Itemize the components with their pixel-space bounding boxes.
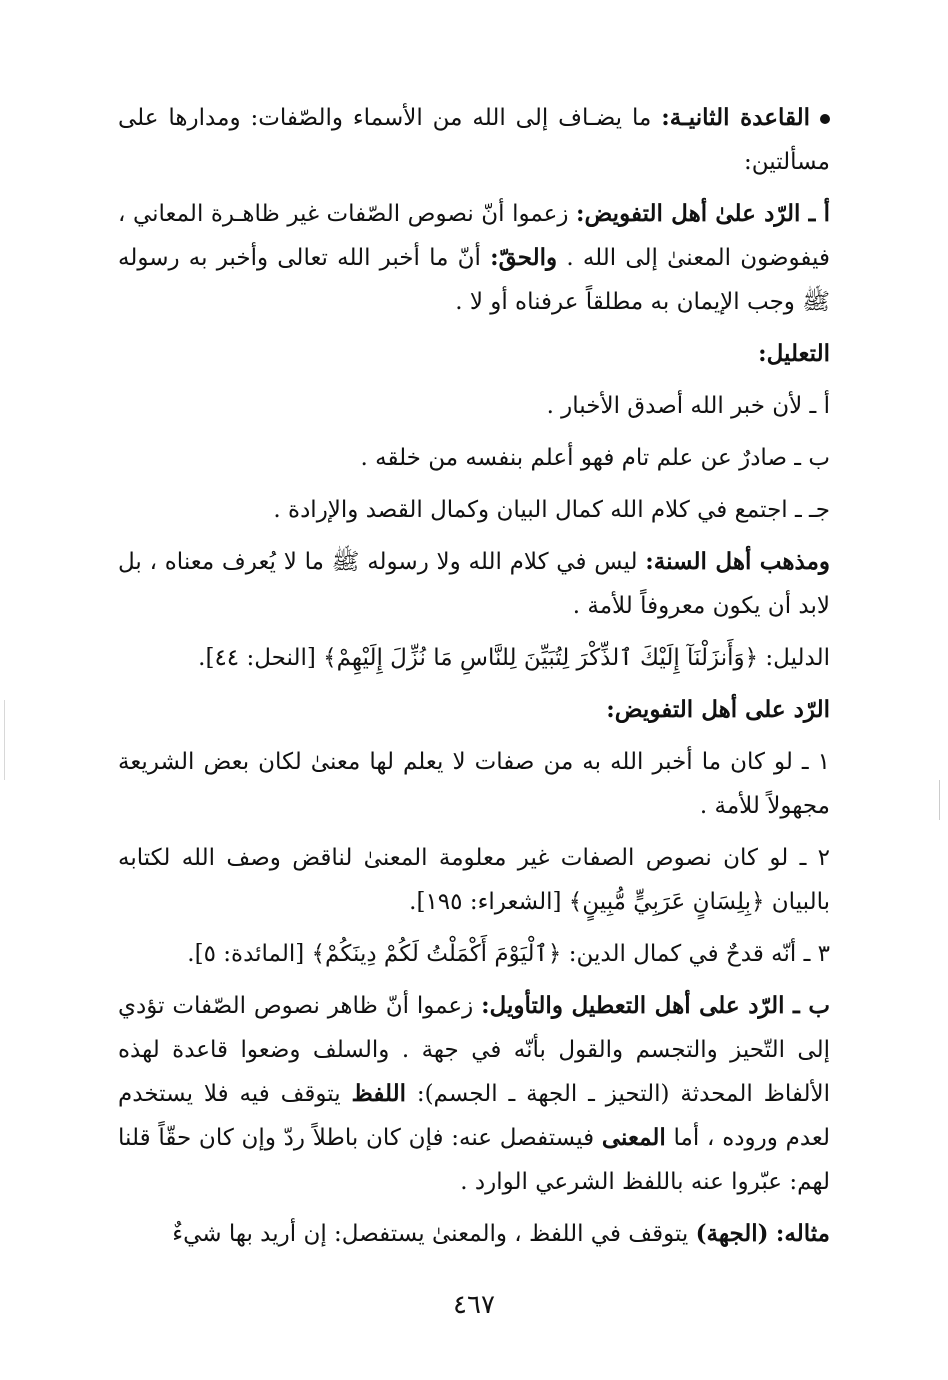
section-b-text2: يتوقف فيه فلا يستخدم لعدم وروده ، أما [118,1081,830,1151]
mithal-jiha: (الجهة) [695,1220,769,1247]
section-a-haqq: والحقّ: [490,244,558,271]
dalil-label: الدليل: [765,645,830,671]
sunnah-paragraph [118,540,830,628]
section-a-text2: أنّ ما أخبر الله تعالى وأخبر به رسوله ﷺ وجب الإيمان به مطلقاً عرفناه أو لا . [118,245,830,315]
taalil-item-3: جـ ـ اجتمع في كلام الله كمال البيان وكمال القصد والإرادة . [273,497,830,523]
bullet-icon [820,114,830,124]
rule2-heading: القاعدة الثانيـة: [661,104,810,131]
radd-item-1-text: ١ ـ لو كان ما أخبر الله به من صفات لا يعلم لها معنىٰ لكان بعض الشريعة مجهولاً للأمة . [118,749,830,819]
radd-tafwid-heading: الرّد على أهل التفويض: [606,696,830,723]
section-a-text1: زعموا أنّ نصوص الصّفات غير ظاهـرة المعاني ، فيفوضون المعنىٰ إلى الله . [118,201,830,271]
dalil-paragraph [118,636,830,680]
taalil-item-1: أ ـ لأن خبر الله أصدق الأخبار . [546,393,830,419]
section-b-text3: فيستفصل عنه: فإن كان باطلاً ردّ وإن كان حقّاً قلنا لهم: عبّروا عنه باللفظ الشرعي الوارد . [118,1125,830,1195]
radd-item-3-ref: [المائدة: ٥]. [187,941,312,967]
section-b-text1: زعموا أنّ ظاهر نصوص الصّفات تؤدي إلى التّحيز والتجسم والقول بأنّه في جهة . والسلف وضعوا قاعدة لهذه الألفاظ المحدثة (التحيز ـ الجهة ـ الجسم): [118,993,831,1107]
taalil-heading: التعليل: [758,340,830,367]
mithal-label: مثاله: [775,1220,830,1247]
radd-item-2-text: ٢ ـ لو كان نصوص الصفات غير معلومة المعنىٰ لناقض وصف الله لكتابه بالبيان [118,845,830,915]
sunnah-heading: ومذهب أهل السنة: [645,548,830,575]
dalil-verse: ﴿وَأَنزَلْنَآ إِلَيْكَ ٱلذِّكْرَ لِتُبَيِّنَ لِلنَّاسِ مَا نُزِّلَ إِلَيْهِمْ﴾ [323,645,759,671]
mithal-text: يتوقف في اللفظ ، والمعنىٰ يستفصل: إن أريد بها شيءٌ [172,1221,696,1247]
radd-item-3-text: ٣ ـ أنّه قدحٌ في كمال الدين: [561,941,830,967]
radd-item-3 [118,932,830,976]
scan-edge-mark [4,700,5,780]
radd-item-2-verse: ﴿بِلِسَانٍ عَرَبِيٍّ مُّبِينٍ﴾ [568,889,765,915]
mithal-paragraph [118,1212,830,1256]
radd-item-3-verse: ﴿ٱلْيَوْمَ أَكْمَلْتُ لَكُمْ دِينَكُمْ﴾ [311,941,562,967]
section-b-maana: المعنى [601,1124,666,1151]
section-a-heading: أ ـ الرّد علىٰ أهل التفويض: [576,200,830,227]
section-b-lafz: اللفظ [351,1080,406,1107]
sunnah-text: ليس في كلام الله ولا رسوله ﷺ ما لا يُعرف معناه ، بل لابد أن يكون معروفاً للأمة . [118,549,830,619]
section-b-paragraph [118,984,830,1204]
rule2-paragraph [118,96,830,184]
scan-edge-mark [939,780,940,820]
taalil-item-2: ب ـ صادرٌ عن علم تام فهو أعلم بنفسه من خلقه . [360,445,830,471]
radd-item-2-ref: [الشعراء: ١٩٥]. [409,889,569,915]
page-number: ٤٦٧ [453,1290,495,1320]
rule2-text: ما يضـاف إلى الله من الأسماء والصّفات: ومدارها على مسألتين: [118,105,830,175]
section-b-heading: ب ـ الرّد على أهل التعطيل والتأويل: [481,992,830,1019]
radd-item-1 [118,740,830,828]
section-a-paragraph [118,192,830,324]
page-body [118,96,830,1264]
dalil-ref: [النحل: ٤٤]. [198,645,316,671]
radd-item-2 [118,836,830,924]
